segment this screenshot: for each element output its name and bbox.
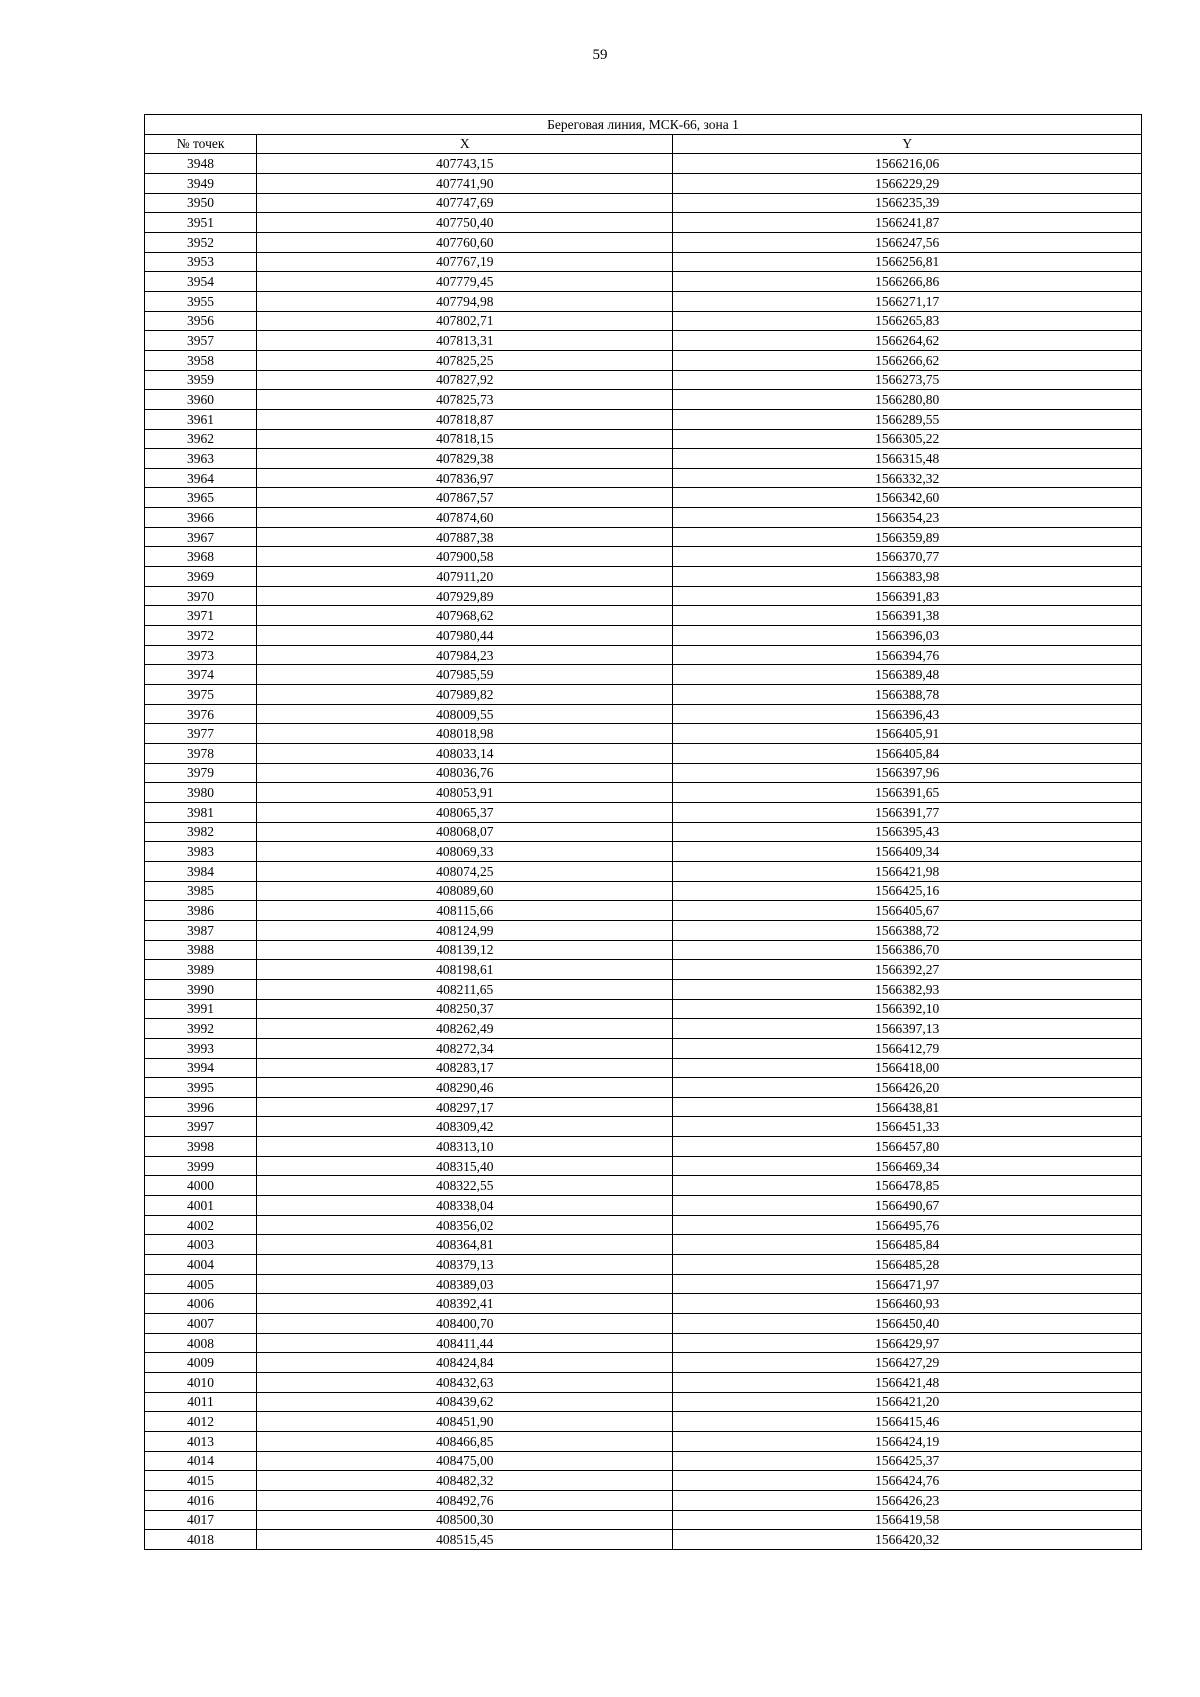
table-row: [145, 1392, 1142, 1412]
x-coordinate-cell: 408068,07: [257, 822, 673, 842]
y-coordinate-cell: 1566425,37: [673, 1451, 1142, 1471]
table-row: [145, 390, 1142, 410]
y-coordinate-cell: 1566397,96: [673, 763, 1142, 783]
x-coordinate-cell: 408036,76: [257, 763, 673, 783]
y-coordinate-cell: 1566216,06: [673, 154, 1142, 174]
y-coordinate-cell: 1566266,62: [673, 350, 1142, 370]
table-row: [145, 1314, 1142, 1334]
point-number-cell: 4001: [145, 1196, 257, 1216]
table-row: [145, 272, 1142, 292]
x-coordinate-cell: 407750,40: [257, 213, 673, 233]
point-number-cell: 3980: [145, 783, 257, 803]
x-coordinate-cell: 407980,44: [257, 626, 673, 646]
point-number-cell: 3992: [145, 1019, 257, 1039]
y-coordinate-cell: 1566427,29: [673, 1353, 1142, 1373]
table-row: [145, 1451, 1142, 1471]
y-coordinate-cell: 1566370,77: [673, 547, 1142, 567]
y-coordinate-cell: 1566315,48: [673, 449, 1142, 469]
y-coordinate-cell: 1566386,70: [673, 940, 1142, 960]
y-coordinate-cell: 1566383,98: [673, 567, 1142, 587]
x-coordinate-cell: 407900,58: [257, 547, 673, 567]
table-row: [145, 1038, 1142, 1058]
table-row: [145, 1490, 1142, 1510]
y-coordinate-cell: 1566405,67: [673, 901, 1142, 921]
y-coordinate-cell: 1566420,32: [673, 1530, 1142, 1550]
point-number-cell: 3991: [145, 999, 257, 1019]
x-coordinate-cell: 408211,65: [257, 979, 673, 999]
y-coordinate-cell: 1566392,27: [673, 960, 1142, 980]
x-coordinate-cell: 408262,49: [257, 1019, 673, 1039]
point-number-cell: 4015: [145, 1471, 257, 1491]
point-number-cell: 3958: [145, 350, 257, 370]
point-number-cell: 3993: [145, 1038, 257, 1058]
point-number-cell: 4003: [145, 1235, 257, 1255]
point-number-cell: 4018: [145, 1530, 257, 1550]
x-coordinate-cell: 408451,90: [257, 1412, 673, 1432]
point-number-cell: 4005: [145, 1274, 257, 1294]
y-coordinate-cell: 1566394,76: [673, 645, 1142, 665]
y-coordinate-cell: 1566409,34: [673, 842, 1142, 862]
x-coordinate-cell: 408074,25: [257, 861, 673, 881]
point-number-cell: 3966: [145, 508, 257, 528]
x-coordinate-cell: 408475,00: [257, 1451, 673, 1471]
point-number-cell: 3961: [145, 409, 257, 429]
y-coordinate-cell: 1566419,58: [673, 1510, 1142, 1530]
y-coordinate-cell: 1566256,81: [673, 252, 1142, 272]
table-row: [145, 1156, 1142, 1176]
y-coordinate-cell: 1566359,89: [673, 527, 1142, 547]
y-coordinate-cell: 1566273,75: [673, 370, 1142, 390]
point-number-cell: 4010: [145, 1373, 257, 1393]
x-coordinate-cell: 407874,60: [257, 508, 673, 528]
point-number-cell: 3977: [145, 724, 257, 744]
header-y: Y: [673, 134, 1142, 154]
x-coordinate-cell: 407985,59: [257, 665, 673, 685]
table-row: [145, 232, 1142, 252]
x-coordinate-cell: 408309,42: [257, 1117, 673, 1137]
table-row: [145, 1058, 1142, 1078]
x-coordinate-cell: 407747,69: [257, 193, 673, 213]
x-coordinate-cell: 408356,02: [257, 1215, 673, 1235]
table-row: [145, 606, 1142, 626]
point-number-cell: 3983: [145, 842, 257, 862]
table-row: [145, 1333, 1142, 1353]
y-coordinate-cell: 1566450,40: [673, 1314, 1142, 1334]
point-number-cell: 3954: [145, 272, 257, 292]
point-number-cell: 3974: [145, 665, 257, 685]
table-body: [145, 154, 1142, 1550]
y-coordinate-cell: 1566271,17: [673, 291, 1142, 311]
y-coordinate-cell: 1566305,22: [673, 429, 1142, 449]
point-number-cell: 4002: [145, 1215, 257, 1235]
point-number-cell: 3978: [145, 744, 257, 764]
y-coordinate-cell: 1566451,33: [673, 1117, 1142, 1137]
y-coordinate-cell: 1566382,93: [673, 979, 1142, 999]
point-number-cell: 3960: [145, 390, 257, 410]
x-coordinate-cell: 408115,66: [257, 901, 673, 921]
y-coordinate-cell: 1566426,23: [673, 1490, 1142, 1510]
point-number-cell: 3970: [145, 586, 257, 606]
table-row: [145, 1255, 1142, 1275]
point-number-cell: 4016: [145, 1490, 257, 1510]
x-coordinate-cell: 407767,19: [257, 252, 673, 272]
point-number-cell: 3952: [145, 232, 257, 252]
point-number-cell: 4004: [145, 1255, 257, 1275]
y-coordinate-cell: 1566241,87: [673, 213, 1142, 233]
y-coordinate-cell: 1566388,78: [673, 685, 1142, 705]
point-number-cell: 3950: [145, 193, 257, 213]
y-coordinate-cell: 1566438,81: [673, 1097, 1142, 1117]
x-coordinate-cell: 408198,61: [257, 960, 673, 980]
y-coordinate-cell: 1566392,10: [673, 999, 1142, 1019]
point-number-cell: 3956: [145, 311, 257, 331]
point-number-cell: 3963: [145, 449, 257, 469]
table-row: [145, 1235, 1142, 1255]
table-row: [145, 547, 1142, 567]
table-row: [145, 802, 1142, 822]
point-number-cell: 4000: [145, 1176, 257, 1196]
table-row: [145, 940, 1142, 960]
table-row: [145, 842, 1142, 862]
x-coordinate-cell: 408018,98: [257, 724, 673, 744]
table-row: [145, 193, 1142, 213]
y-coordinate-cell: 1566396,43: [673, 704, 1142, 724]
point-number-cell: 4008: [145, 1333, 257, 1353]
point-number-cell: 3988: [145, 940, 257, 960]
x-coordinate-cell: 407818,87: [257, 409, 673, 429]
y-coordinate-cell: 1566424,19: [673, 1431, 1142, 1451]
y-coordinate-cell: 1566391,38: [673, 606, 1142, 626]
table-row: [145, 724, 1142, 744]
x-coordinate-cell: 407984,23: [257, 645, 673, 665]
point-number-cell: 3994: [145, 1058, 257, 1078]
y-coordinate-cell: 1566478,85: [673, 1176, 1142, 1196]
x-coordinate-cell: 408392,41: [257, 1294, 673, 1314]
table-header-row: [145, 134, 1142, 154]
point-number-cell: 3973: [145, 645, 257, 665]
table-row: [145, 685, 1142, 705]
y-coordinate-cell: 1566388,72: [673, 920, 1142, 940]
x-coordinate-cell: 407741,90: [257, 173, 673, 193]
x-coordinate-cell: 408065,37: [257, 802, 673, 822]
x-coordinate-cell: 408313,10: [257, 1137, 673, 1157]
x-coordinate-cell: 408009,55: [257, 704, 673, 724]
point-number-cell: 3976: [145, 704, 257, 724]
point-number-cell: 3989: [145, 960, 257, 980]
coordinates-table: [144, 114, 1142, 1550]
y-coordinate-cell: 1566424,76: [673, 1471, 1142, 1491]
y-coordinate-cell: 1566460,93: [673, 1294, 1142, 1314]
y-coordinate-cell: 1566265,83: [673, 311, 1142, 331]
x-coordinate-cell: 408439,62: [257, 1392, 673, 1412]
table-row: [145, 763, 1142, 783]
point-number-cell: 3949: [145, 173, 257, 193]
table-row: [145, 291, 1142, 311]
table-row: [145, 586, 1142, 606]
table-row: [145, 960, 1142, 980]
table-row: [145, 350, 1142, 370]
point-number-cell: 3953: [145, 252, 257, 272]
table-row: [145, 173, 1142, 193]
x-coordinate-cell: 407968,62: [257, 606, 673, 626]
table-row: [145, 1078, 1142, 1098]
x-coordinate-cell: 407779,45: [257, 272, 673, 292]
x-coordinate-cell: 407911,20: [257, 567, 673, 587]
table-row: [145, 1215, 1142, 1235]
point-number-cell: 3981: [145, 802, 257, 822]
x-coordinate-cell: 408139,12: [257, 940, 673, 960]
x-coordinate-cell: 408315,40: [257, 1156, 673, 1176]
table-row: [145, 783, 1142, 803]
table-row: [145, 1510, 1142, 1530]
table-title-row: [145, 115, 1142, 135]
y-coordinate-cell: 1566471,97: [673, 1274, 1142, 1294]
point-number-cell: 3951: [145, 213, 257, 233]
x-coordinate-cell: 407989,82: [257, 685, 673, 705]
point-number-cell: 3955: [145, 291, 257, 311]
table-row: [145, 665, 1142, 685]
table-row: [145, 822, 1142, 842]
x-coordinate-cell: 407829,38: [257, 449, 673, 469]
y-coordinate-cell: 1566490,67: [673, 1196, 1142, 1216]
table-row: [145, 468, 1142, 488]
x-coordinate-cell: 408411,44: [257, 1333, 673, 1353]
y-coordinate-cell: 1566289,55: [673, 409, 1142, 429]
y-coordinate-cell: 1566389,48: [673, 665, 1142, 685]
table-row: [145, 704, 1142, 724]
point-number-cell: 3995: [145, 1078, 257, 1098]
point-number-cell: 3997: [145, 1117, 257, 1137]
point-number-cell: 4009: [145, 1353, 257, 1373]
x-coordinate-cell: 407760,60: [257, 232, 673, 252]
table-row: [145, 1373, 1142, 1393]
y-coordinate-cell: 1566229,29: [673, 173, 1142, 193]
x-coordinate-cell: 407887,38: [257, 527, 673, 547]
point-number-cell: 3967: [145, 527, 257, 547]
table-row: [145, 311, 1142, 331]
header-x: X: [257, 134, 673, 154]
x-coordinate-cell: 407827,92: [257, 370, 673, 390]
y-coordinate-cell: 1566412,79: [673, 1038, 1142, 1058]
y-coordinate-cell: 1566391,65: [673, 783, 1142, 803]
table-row: [145, 331, 1142, 351]
point-number-cell: 3972: [145, 626, 257, 646]
table-row: [145, 1294, 1142, 1314]
point-number-cell: 4011: [145, 1392, 257, 1412]
x-coordinate-cell: 408364,81: [257, 1235, 673, 1255]
x-coordinate-cell: 408424,84: [257, 1353, 673, 1373]
table-row: [145, 154, 1142, 174]
x-coordinate-cell: 408089,60: [257, 881, 673, 901]
table-row: [145, 508, 1142, 528]
table-row: [145, 1019, 1142, 1039]
y-coordinate-cell: 1566485,84: [673, 1235, 1142, 1255]
point-number-cell: 3971: [145, 606, 257, 626]
y-coordinate-cell: 1566395,43: [673, 822, 1142, 842]
point-number-cell: 3975: [145, 685, 257, 705]
table-row: [145, 861, 1142, 881]
y-coordinate-cell: 1566264,62: [673, 331, 1142, 351]
x-coordinate-cell: 407825,25: [257, 350, 673, 370]
y-coordinate-cell: 1566391,77: [673, 802, 1142, 822]
x-coordinate-cell: 408466,85: [257, 1431, 673, 1451]
x-coordinate-cell: 408500,30: [257, 1510, 673, 1530]
table-row: [145, 1117, 1142, 1137]
y-coordinate-cell: 1566396,03: [673, 626, 1142, 646]
table-row: [145, 409, 1142, 429]
table-row: [145, 488, 1142, 508]
table-row: [145, 645, 1142, 665]
point-number-cell: 4012: [145, 1412, 257, 1432]
y-coordinate-cell: 1566342,60: [673, 488, 1142, 508]
header-point-number: № точек: [145, 134, 257, 154]
x-coordinate-cell: 408379,13: [257, 1255, 673, 1275]
y-coordinate-cell: 1566457,80: [673, 1137, 1142, 1157]
x-coordinate-cell: 407867,57: [257, 488, 673, 508]
x-coordinate-cell: 407825,73: [257, 390, 673, 410]
y-coordinate-cell: 1566421,20: [673, 1392, 1142, 1412]
point-number-cell: 3998: [145, 1137, 257, 1157]
y-coordinate-cell: 1566405,91: [673, 724, 1142, 744]
y-coordinate-cell: 1566415,46: [673, 1412, 1142, 1432]
x-coordinate-cell: 407813,31: [257, 331, 673, 351]
x-coordinate-cell: 408322,55: [257, 1176, 673, 1196]
x-coordinate-cell: 408283,17: [257, 1058, 673, 1078]
table-row: [145, 252, 1142, 272]
table-row: [145, 1274, 1142, 1294]
point-number-cell: 3986: [145, 901, 257, 921]
x-coordinate-cell: 408297,17: [257, 1097, 673, 1117]
table-row: [145, 901, 1142, 921]
y-coordinate-cell: 1566429,97: [673, 1333, 1142, 1353]
y-coordinate-cell: 1566425,16: [673, 881, 1142, 901]
table-row: [145, 979, 1142, 999]
point-number-cell: 3957: [145, 331, 257, 351]
y-coordinate-cell: 1566247,56: [673, 232, 1142, 252]
point-number-cell: 4014: [145, 1451, 257, 1471]
y-coordinate-cell: 1566391,83: [673, 586, 1142, 606]
point-number-cell: 3968: [145, 547, 257, 567]
y-coordinate-cell: 1566332,32: [673, 468, 1142, 488]
x-coordinate-cell: 408124,99: [257, 920, 673, 940]
x-coordinate-cell: 408515,45: [257, 1530, 673, 1550]
table-row: [145, 213, 1142, 233]
x-coordinate-cell: 407836,97: [257, 468, 673, 488]
x-coordinate-cell: 408400,70: [257, 1314, 673, 1334]
point-number-cell: 3948: [145, 154, 257, 174]
y-coordinate-cell: 1566280,80: [673, 390, 1142, 410]
table-row: [145, 370, 1142, 390]
x-coordinate-cell: 407929,89: [257, 586, 673, 606]
x-coordinate-cell: 408290,46: [257, 1078, 673, 1098]
table-row: [145, 626, 1142, 646]
x-coordinate-cell: 407794,98: [257, 291, 673, 311]
x-coordinate-cell: 408250,37: [257, 999, 673, 1019]
y-coordinate-cell: 1566235,39: [673, 193, 1142, 213]
point-number-cell: 4006: [145, 1294, 257, 1314]
y-coordinate-cell: 1566495,76: [673, 1215, 1142, 1235]
table-row: [145, 429, 1142, 449]
point-number-cell: 3990: [145, 979, 257, 999]
point-number-cell: 3965: [145, 488, 257, 508]
point-number-cell: 3964: [145, 468, 257, 488]
y-coordinate-cell: 1566421,98: [673, 861, 1142, 881]
table-row: [145, 1196, 1142, 1216]
table-row: [145, 1137, 1142, 1157]
y-coordinate-cell: 1566418,00: [673, 1058, 1142, 1078]
point-number-cell: 3984: [145, 861, 257, 881]
y-coordinate-cell: 1566485,28: [673, 1255, 1142, 1275]
point-number-cell: 3996: [145, 1097, 257, 1117]
table-row: [145, 1530, 1142, 1550]
x-coordinate-cell: 408272,34: [257, 1038, 673, 1058]
point-number-cell: 3987: [145, 920, 257, 940]
x-coordinate-cell: 407818,15: [257, 429, 673, 449]
x-coordinate-cell: 408492,76: [257, 1490, 673, 1510]
x-coordinate-cell: 408482,32: [257, 1471, 673, 1491]
y-coordinate-cell: 1566421,48: [673, 1373, 1142, 1393]
table-row: [145, 1431, 1142, 1451]
point-number-cell: 3959: [145, 370, 257, 390]
y-coordinate-cell: 1566354,23: [673, 508, 1142, 528]
point-number-cell: 4007: [145, 1314, 257, 1334]
x-coordinate-cell: 407802,71: [257, 311, 673, 331]
point-number-cell: 3985: [145, 881, 257, 901]
y-coordinate-cell: 1566426,20: [673, 1078, 1142, 1098]
table-row: [145, 527, 1142, 547]
y-coordinate-cell: 1566397,13: [673, 1019, 1142, 1039]
x-coordinate-cell: 408069,33: [257, 842, 673, 862]
page-number: 59: [592, 47, 608, 63]
table-row: [145, 1412, 1142, 1432]
x-coordinate-cell: 407743,15: [257, 154, 673, 174]
x-coordinate-cell: 408033,14: [257, 744, 673, 764]
table-row: [145, 744, 1142, 764]
table-row: [145, 1471, 1142, 1491]
point-number-cell: 4017: [145, 1510, 257, 1530]
x-coordinate-cell: 408432,63: [257, 1373, 673, 1393]
table-row: [145, 1097, 1142, 1117]
point-number-cell: 4013: [145, 1431, 257, 1451]
table-row: [145, 920, 1142, 940]
x-coordinate-cell: 408053,91: [257, 783, 673, 803]
point-number-cell: 3969: [145, 567, 257, 587]
x-coordinate-cell: 408338,04: [257, 1196, 673, 1216]
x-coordinate-cell: 408389,03: [257, 1274, 673, 1294]
y-coordinate-cell: 1566405,84: [673, 744, 1142, 764]
table-row: [145, 567, 1142, 587]
point-number-cell: 3979: [145, 763, 257, 783]
table-title: Береговая линия, МСК-66, зона 1: [145, 115, 1142, 135]
table-row: [145, 449, 1142, 469]
table-row: [145, 999, 1142, 1019]
y-coordinate-cell: 1566469,34: [673, 1156, 1142, 1176]
table-row: [145, 1353, 1142, 1373]
table-row: [145, 881, 1142, 901]
point-number-cell: 3962: [145, 429, 257, 449]
table-row: [145, 1176, 1142, 1196]
point-number-cell: 3999: [145, 1156, 257, 1176]
point-number-cell: 3982: [145, 822, 257, 842]
y-coordinate-cell: 1566266,86: [673, 272, 1142, 292]
